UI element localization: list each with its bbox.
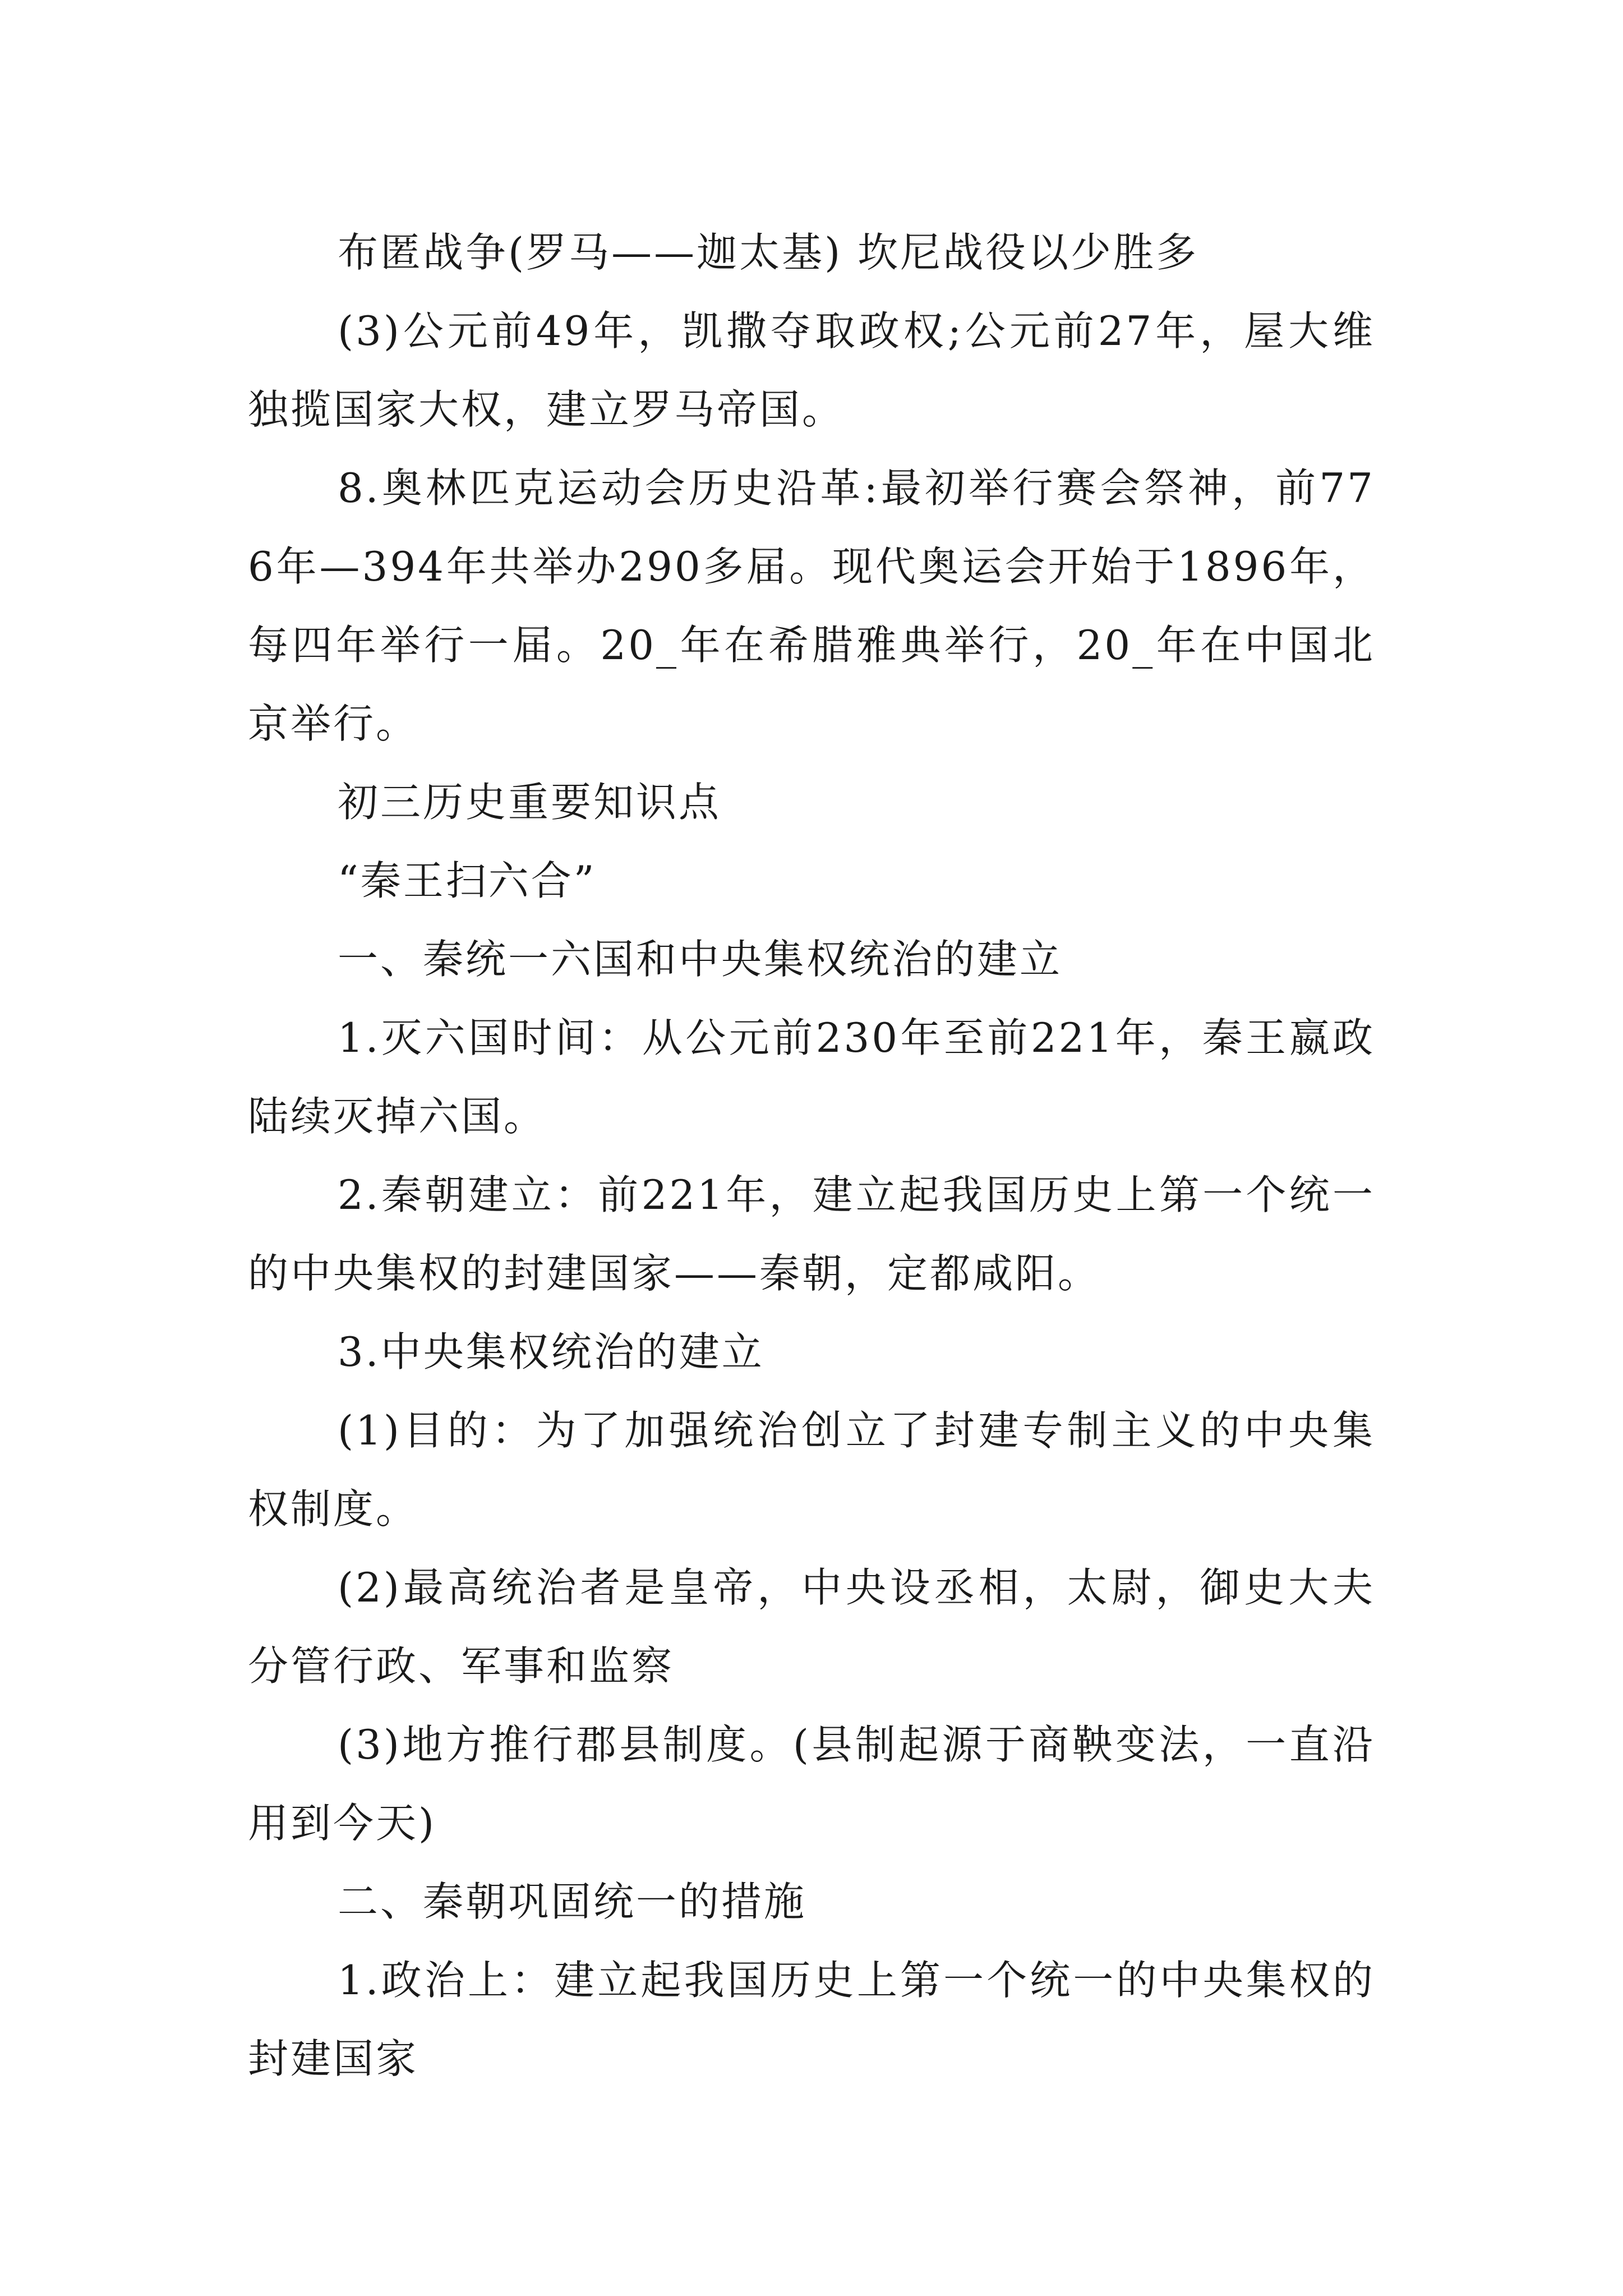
paragraph-roman-empire: (3)公元前49年，凯撒夺取政权;公元前27年，屋大维独揽国家大权，建立罗马帝国。: [248, 307, 1375, 433]
paragraph-purpose: (1)目的：为了加强统治创立了封建专制主义的中央集权制度。: [248, 1407, 1375, 1533]
paragraph-officials: (2)最高统治者是皇帝，中央设丞相，太尉，御史大夫分管行政、军事和监察: [248, 1564, 1375, 1690]
heading-consolidation: 二、秦朝巩固统一的措施: [338, 1878, 807, 1925]
paragraph-political: 1.政治上：建立起我国历史上第一个统一的中央集权的封建国家: [248, 1957, 1375, 2082]
paragraph-conquest-time: 1.灭六国时间：从公元前230年至前221年，秦王嬴政陆续灭掉六国。: [248, 1014, 1375, 1140]
document-body: [248, 213, 1375, 2098]
paragraph-punic-war: 布匿战争(罗马——迦太基) 坎尼战役以少胜多: [338, 229, 1199, 276]
heading-unification: 一、秦统一六国和中央集权统治的建立: [338, 936, 1063, 983]
section-quote: “秦王扫六合”: [338, 857, 597, 904]
paragraph-qin-founding: 2.秦朝建立：前221年，建立起我国历史上第一个统一的中央集权的封建国家——秦朝，定都咸阳。: [248, 1171, 1375, 1297]
paragraph-olympics: 8.奥林匹克运动会历史沿革:最初举行赛会祭神，前776年—394年共举办290多届。现代奥运会开始于1896年，每四年举行一届。20_年在希腊雅典举行，20_年在中国北京举行。: [248, 464, 1375, 747]
paragraph-commandery: (3)地方推行郡县制度。(县制起源于商鞅变法，一直沿用到今天): [248, 1721, 1375, 1847]
section-title: 初三历史重要知识点: [338, 779, 722, 826]
heading-centralization: 3.中央集权统治的建立: [338, 1328, 764, 1375]
